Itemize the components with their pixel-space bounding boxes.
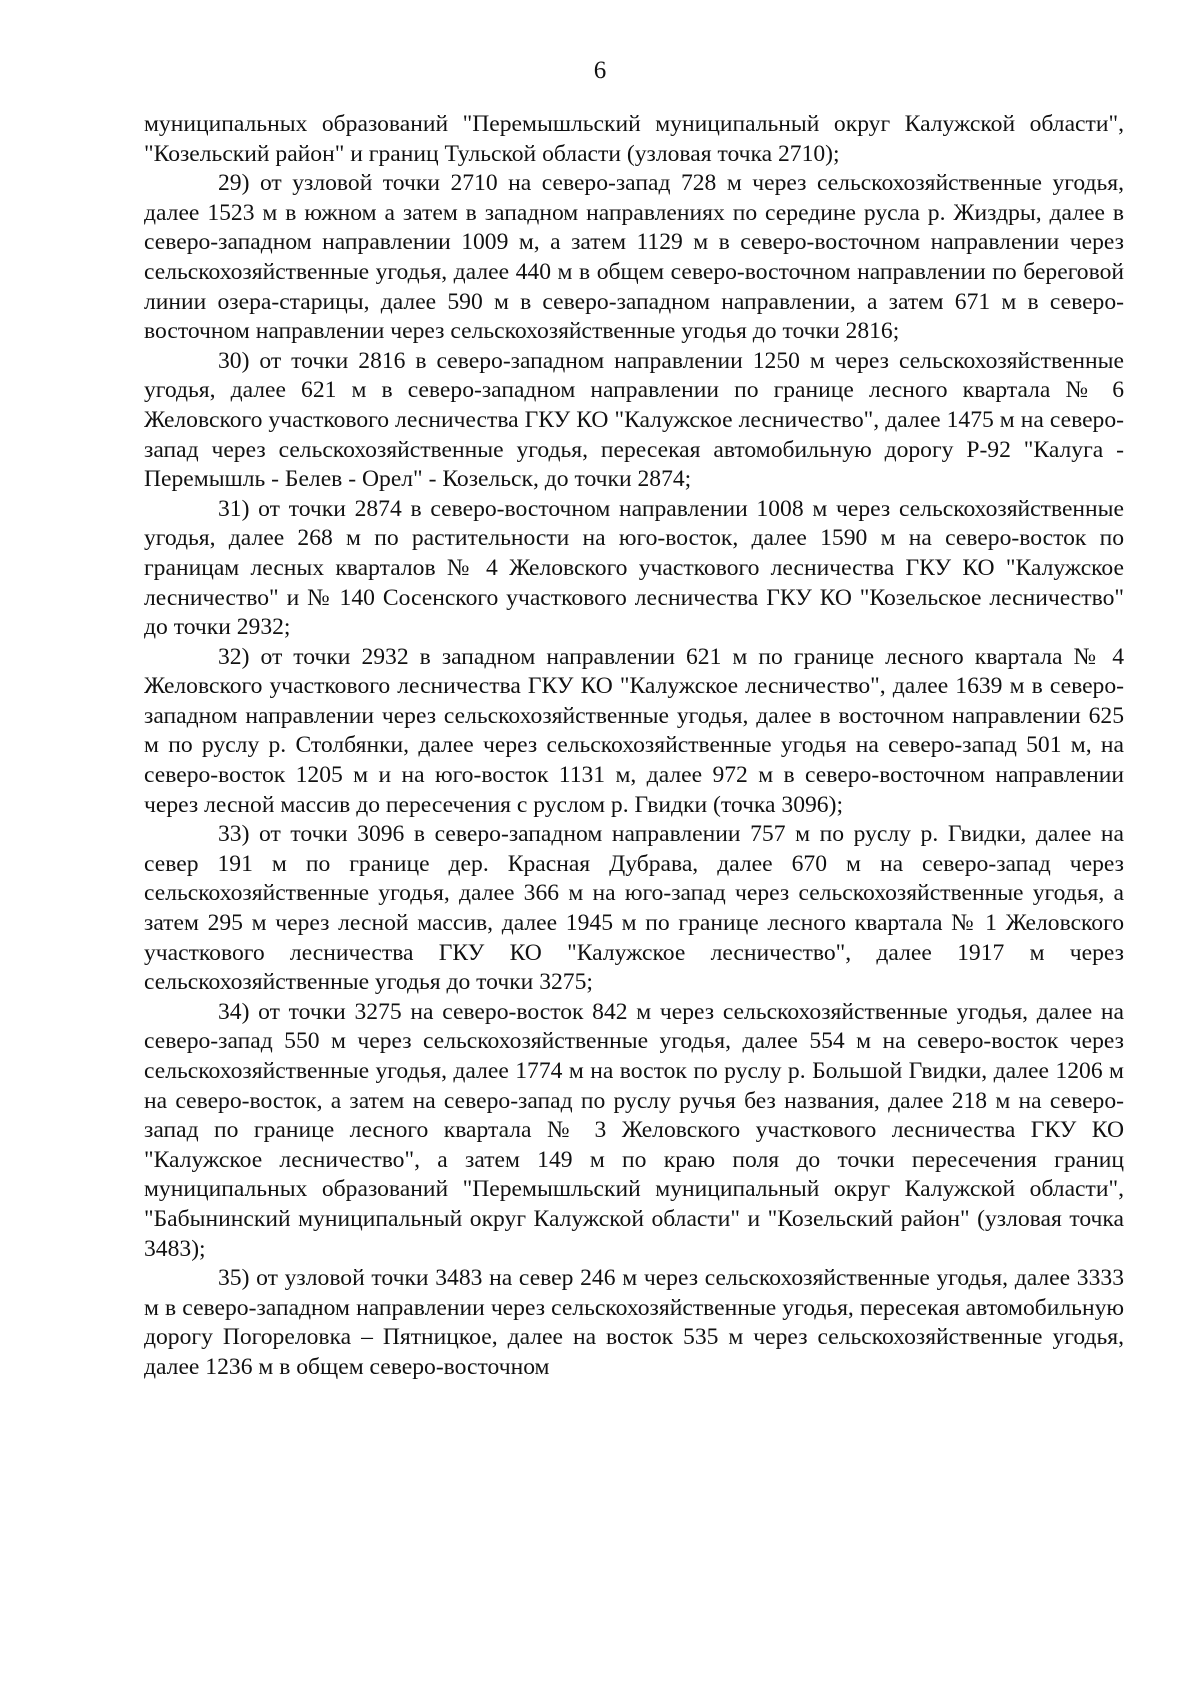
paragraph-item-34: 34) от точки 3275 на северо-восток 842 м через сельскохозяйственные угодья, далее на северо-запад 550 м через сельскохозяйственные угодья, далее 554 м на северо-восток через сельскохозяйственные угодья, далее 1774 м на восток по руслу р. Большой Гвидки, далее 1206 м на северо-восток, а затем на северо-запад по руслу ручья без названия, далее 218 м на северо-запад по границе лесного квартала № 3 Желовского участкового лесничества ГКУ КО "Калужское лесничество", а затем 149 м по краю поля до точки пересечения границ муниципальных образований "Перемышльский муниципальный округ Калужской области", "Бабынинский муниципальный округ Калужской области" и "Козельский район" (узловая точка 3483); (144, 998, 1124, 1262)
paragraph-item-35: 35) от узловой точки 3483 на север 246 м через сельскохозяйственные угодья, далее 3333 м в северо-западном направлении через сельскохозяйственные угодья, пересекая автомобильную дорогу Погореловка – Пятницкое, далее на восток 535 м через сельскохозяйственные угодья, далее 1236 м в общем северо-восточном (144, 1265, 1124, 1380)
paragraph-item-30: 30) от точки 2816 в северо-западном направлении 1250 м через сельскохозяйственные угодья, далее 621 м в северо-западном направлении по границе лесного квартала № 6 Желовского участкового лесничества ГКУ КО "Калужское лесничество", далее 1475 м на северо-запад через сельскохозяйственные угодья, пересекая автомобильную дорогу Р-92 "Калуга - Перемышль - Белев - Орел" - Козельск, до точки 2874; (144, 347, 1124, 493)
paragraph-item-33: 33) от точки 3096 в северо-западном направлении 757 м по руслу р. Гвидки, далее на север 191 м по границе дер. Красная Дубрава, далее 670 м на северо-запад через сельскохозяйственные угодья, далее 366 м на юго-запад через сельскохозяйственные угодья, а затем 295 м через лесной массив, далее 1945 м по границе лесного квартала № 1 Желовского участкового лесничества ГКУ КО "Калужское лесничество", далее 1917 м через сельскохозяйственные угодья до точки 3275; (144, 821, 1124, 996)
paragraph-item-32: 32) от точки 2932 в западном направлении 621 м по границе лесного квартала № 4 Желовского участкового лесничества ГКУ КО "Калужское лесничество", далее 1639 м в северо-западном направлении через сельскохозяйственные угодья, далее в восточном направлении 625 м по руслу р. Столбянки, далее через сельскохозяйственные угодья на северо-запад 501 м, на северо-восток 1205 м и на юго-восток 1131 м, далее 972 м в северо-восточном направлении через лесной массив до пересечения с руслом р. Гвидки (точка 3096); (144, 643, 1124, 818)
page-number: 6 (593, 57, 607, 84)
paragraph-item-29: 29) от узловой точки 2710 на северо-запад 728 м через сельскохозяйственные угодья, далее 1523 м в южном а затем в западном направлениях по середине русла р. Жиздры, далее в северо-западном направлении 1009 м, а затем 1129 м в северо-восточном направлении через сельскохозяйственные угодья, далее 440 м в общем северо-восточном направлении по береговой линии озера-старицы, далее 590 м в северо-западном направлении, а затем 671 м в северо-восточном направлении через сельскохозяйственные угодья до точки 2816; (144, 170, 1124, 345)
paragraph-continuation: муниципальных образований "Перемышльский муниципальный округ Калужской области", "Козельский район" и границ Тульской области (узловая точка 2710); (144, 111, 1124, 167)
document-body (144, 110, 1124, 1383)
paragraph-item-31: 31) от точки 2874 в северо-восточном направлении 1008 м через сельскохозяйственные угодья, далее 268 м по растительности на юго-восток, далее 1590 м на северо-восток по границам лесных кварталов № 4 Желовского участкового лесничества ГКУ КО "Калужское лесничество" и № 140 Сосенского участкового лесничества ГКУ КО "Козельское лесничество" до точки 2932; (144, 495, 1124, 641)
